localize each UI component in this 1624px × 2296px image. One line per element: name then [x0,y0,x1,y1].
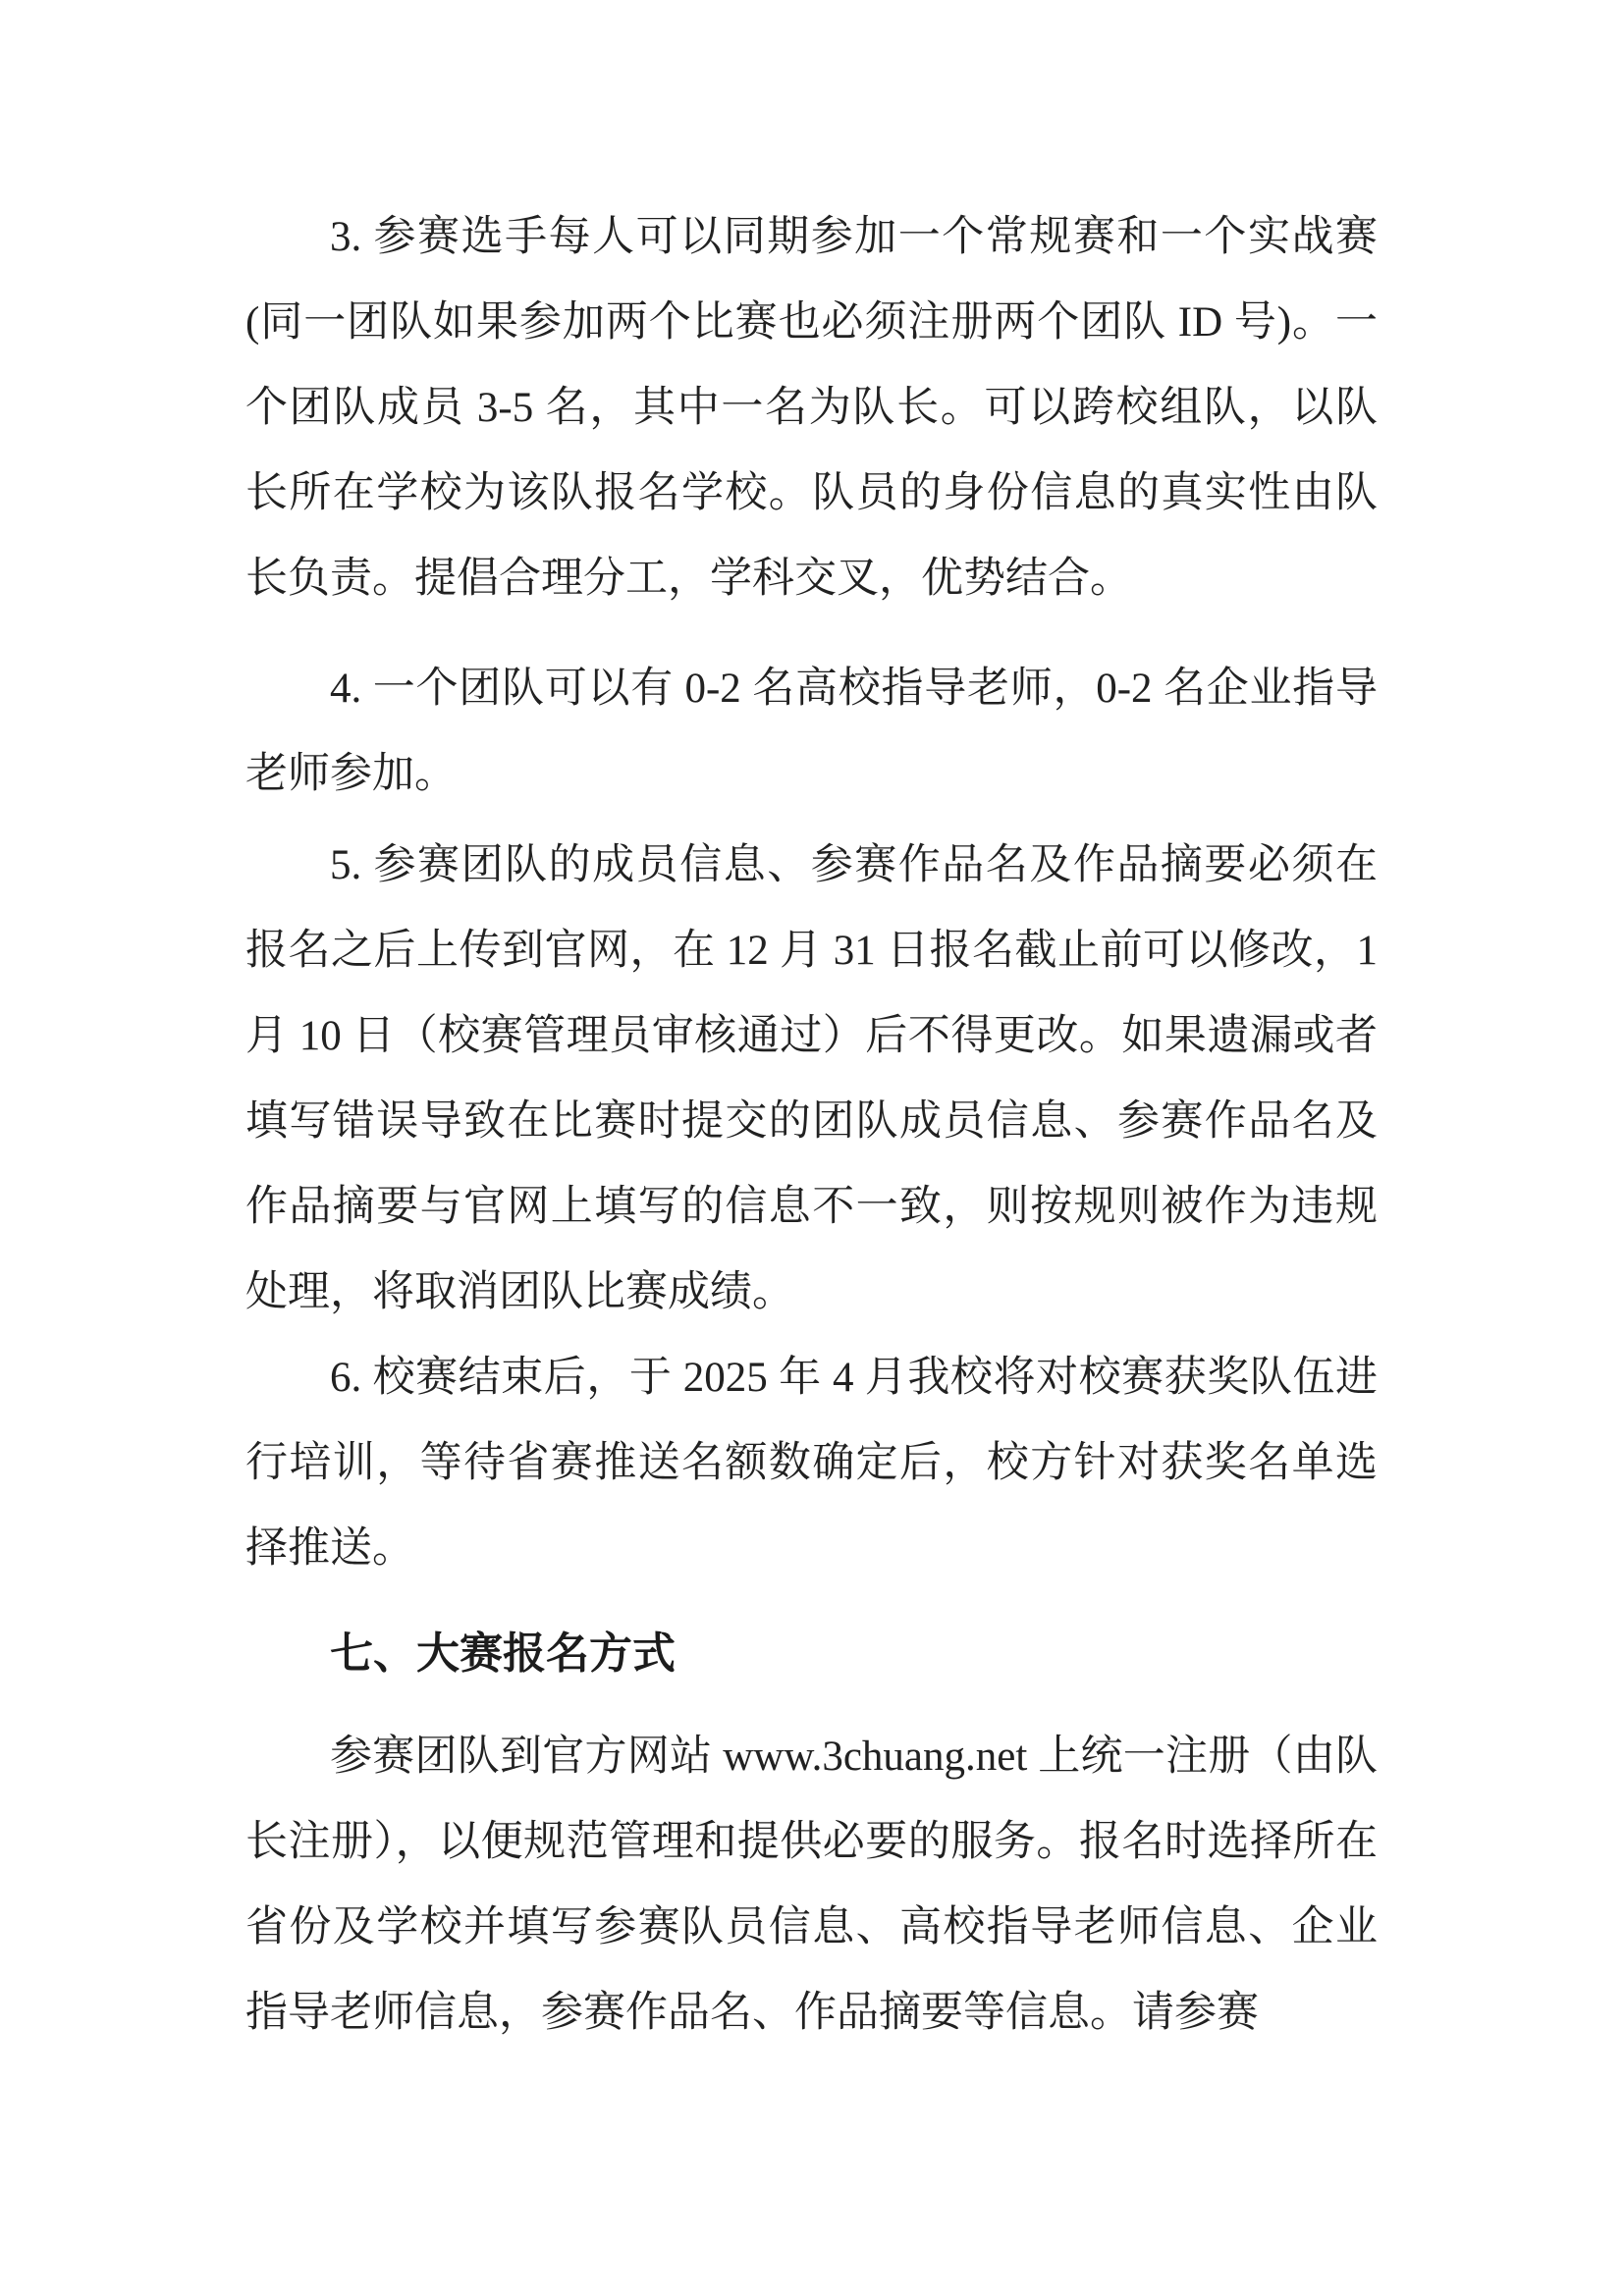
paragraph-rule-4: 4. 一个团队可以有 0-2 名高校指导老师，0-2 名企业指导老师参加。 [245,666,1378,797]
document-content [245,194,1378,2056]
paragraph-rule-5: 5. 参赛团队的成员信息、参赛作品名及作品摘要必须在报名之后上传到官网，在 12 月 31 日报名截止前可以修改，1 月 10 日（校赛管理员审核通过）后不得更改。如果遗漏或者填写错误导致在比赛时提交的团队成员信息、参赛作品名及作品摘要与官网上填写的信息不一致，则按规则被作为违规处理，将取消团队比赛成绩。 [245,842,1378,1315]
paragraph-registration-intro: 参赛团队到官方网站 www.3chuang.net 上统一注册（由队长注册），以便规范管理和提供必要的服务。报名时选择所在省份及学校并填写参赛队员信息、高校指导老师信息、企业指导老师信息，参赛作品名、作品摘要等信息。请参赛 [245,1734,1378,2036]
section-heading-registration-method: 七、大赛报名方式 [330,1629,676,1678]
paragraph-rule-3: 3. 参赛选手每人可以同期参加一个常规赛和一个实战赛(同一团队如果参加两个比赛也必须注册两个团队 ID 号)。一个团队成员 3-5 名，其中一名为队长。可以跨校组队，以队长所在学校为该队报名学校。队员的身份信息的真实性由队长负责。提倡合理分工，学科交叉，优势结合。 [245,214,1378,602]
paragraph-rule-6: 6. 校赛结束后，于 2025 年 4 月我校将对校赛获奖队伍进行培训，等待省赛推送名额数确定后，校方针对获奖名单选择推送。 [245,1355,1378,1572]
